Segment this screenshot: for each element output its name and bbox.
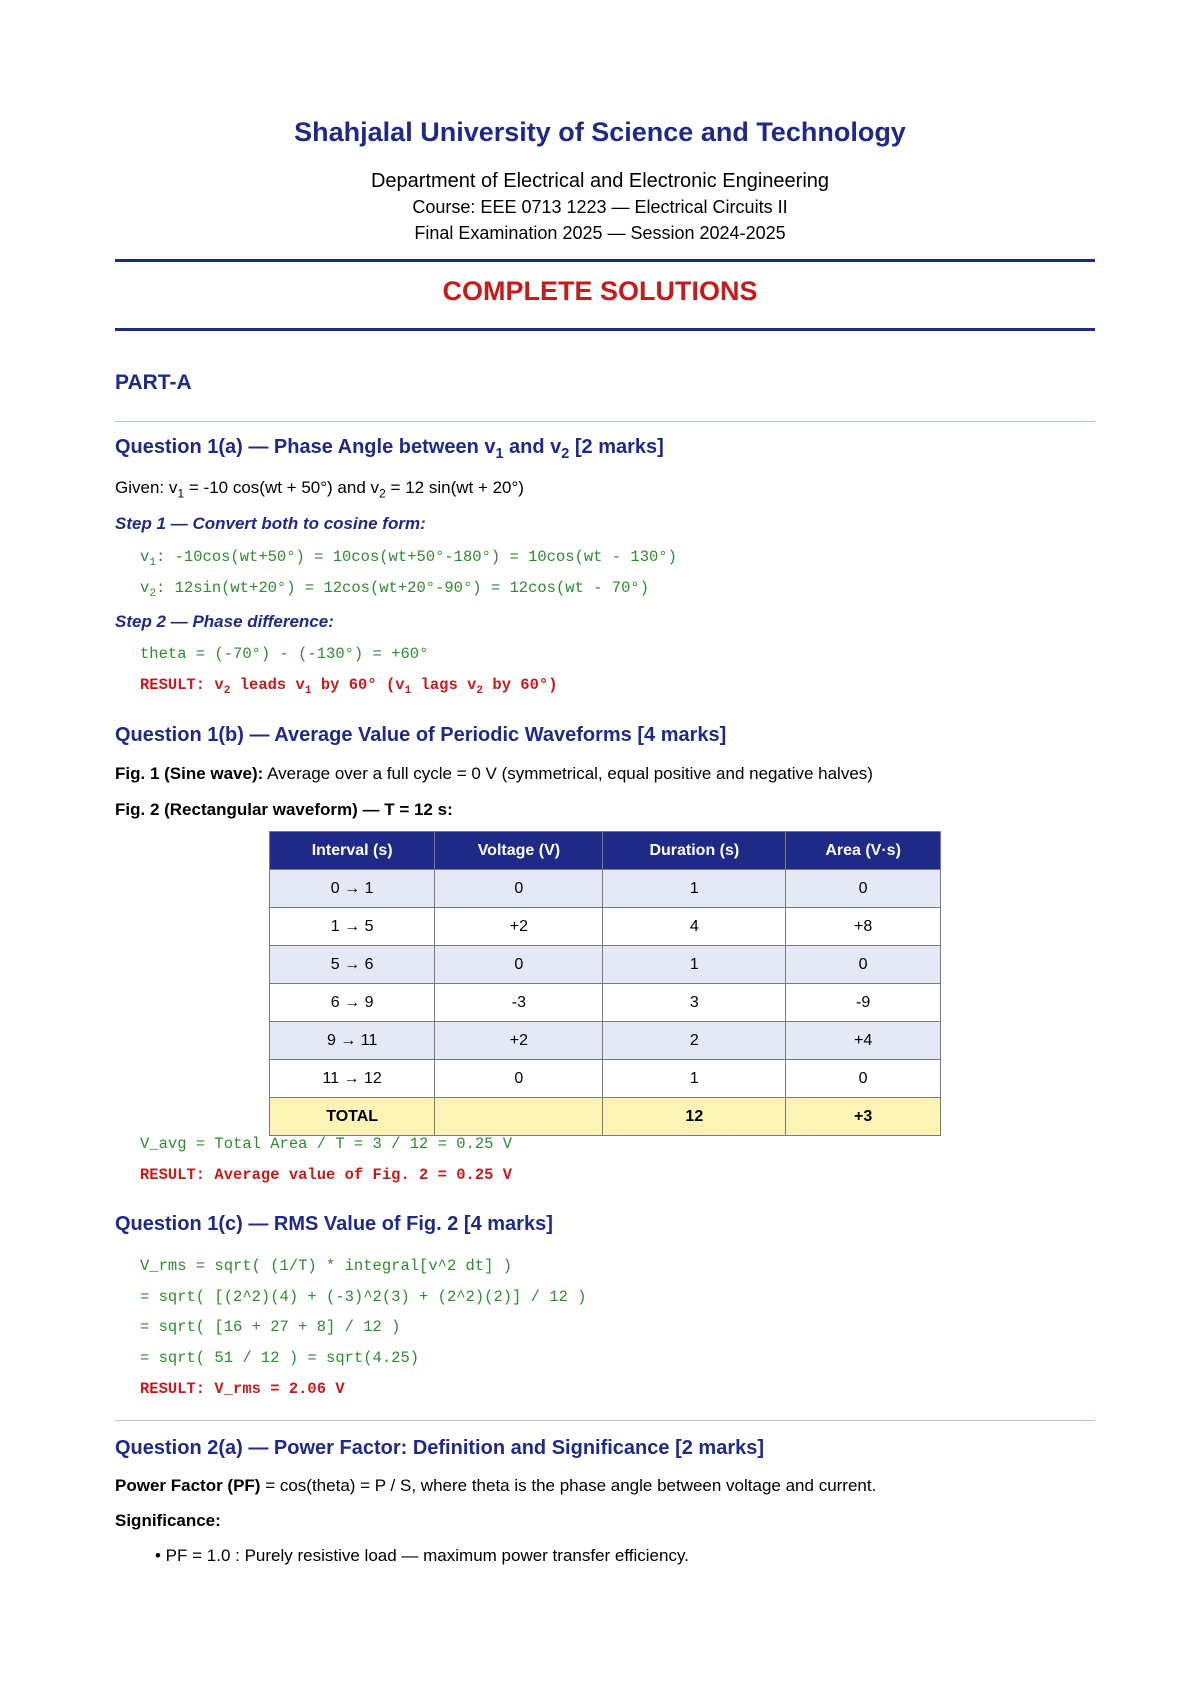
table-cell: 0 bbox=[435, 870, 603, 908]
table-cell: -9 bbox=[786, 984, 941, 1022]
document-title: COMPLETE SOLUTIONS bbox=[442, 276, 758, 306]
course-line: Course: EEE 0713 1223 — Electrical Circuits II bbox=[412, 197, 788, 217]
table-cell: 1 bbox=[603, 870, 786, 908]
table-cell: -3 bbox=[435, 984, 603, 1022]
table-cell: 1 bbox=[603, 946, 786, 984]
table-cell: 0 bbox=[786, 1060, 941, 1098]
fig2-heading: Fig. 2 (Rectangular waveform) — T = 12 s: bbox=[115, 800, 453, 819]
table-cell: 1 → 5 bbox=[270, 908, 435, 946]
table-cell: 0 bbox=[435, 1060, 603, 1098]
interval-table bbox=[269, 831, 941, 1136]
list-item: • PF = 1.0 : Purely resistive load — maximum power transfer efficiency. bbox=[155, 1546, 689, 1565]
table-cell: +8 bbox=[786, 908, 941, 946]
power-factor-definition: Power Factor (PF) = cos(theta) = P / S, where theta is the phase angle between voltage and current. bbox=[115, 1476, 877, 1495]
table-cell: 0 bbox=[435, 946, 603, 984]
table-row bbox=[270, 1022, 941, 1060]
table-row bbox=[270, 946, 941, 984]
question-1a-result: RESULT: $v_2$ leads $v_1$ by 60° ($v_1$ lags $v_2$ by 60°) bbox=[140, 676, 558, 697]
table-total-row bbox=[270, 1098, 941, 1136]
question-2a-heading: Question 2(a) — Power Factor: Definition and Significance [2 marks] bbox=[115, 1437, 765, 1459]
table-cell: +2 bbox=[435, 908, 603, 946]
column-header: Interval (s) bbox=[270, 832, 435, 870]
v1-conversion: $v_1$: -10cos(wt+50°) = 10cos(wt+50°-180°) = 10cos(wt - 130°) bbox=[140, 548, 677, 569]
table-cell: 1 bbox=[603, 1060, 786, 1098]
fig1-description: Fig. 1 (Sine wave): Average over a full cycle = 0 V (symmetrical, equal positive and negative halves) bbox=[115, 764, 873, 783]
table-cell: 2 bbox=[603, 1022, 786, 1060]
table-cell: 11 → 12 bbox=[270, 1060, 435, 1098]
theta-calculation: theta = (-70°) - (-130°) = +60° bbox=[140, 645, 429, 663]
table-cell: 3 bbox=[603, 984, 786, 1022]
vavg-calculation: V_avg = Total Area / T = 3 / 12 = 0.25 V bbox=[140, 1135, 513, 1153]
header-divider-bottom bbox=[115, 328, 1095, 331]
question-1a-heading: Question 1(a) — Phase Angle between $v_1$ and $v_2$ [2 marks] bbox=[115, 436, 664, 463]
question-1c-result: RESULT: V_rms = 2.06 V bbox=[140, 1380, 345, 1398]
table-cell: +4 bbox=[786, 1022, 941, 1060]
section-divider bbox=[115, 1420, 1095, 1421]
question-1b-heading: Question 1(b) — Average Value of Periodic Waveforms [4 marks] bbox=[115, 724, 727, 746]
part-a-heading: PART-A bbox=[115, 371, 192, 394]
header-divider-top bbox=[115, 259, 1095, 262]
table-row bbox=[270, 984, 941, 1022]
table-row bbox=[270, 1060, 941, 1098]
column-header: Area (V·s) bbox=[786, 832, 941, 870]
section-divider bbox=[115, 421, 1095, 422]
table-cell bbox=[435, 1098, 603, 1136]
table-header-row bbox=[270, 832, 941, 870]
department-name: Department of Electrical and Electronic Engineering bbox=[370, 170, 830, 192]
table-cell: +2 bbox=[435, 1022, 603, 1060]
rms-line: = sqrt( [16 + 27 + 8] / 12 ) bbox=[140, 1318, 401, 1336]
rms-line: V_rms = sqrt( (1/T) * integral[v^2 dt] ) bbox=[140, 1257, 513, 1275]
table-cell: 5 → 6 bbox=[270, 946, 435, 984]
rms-line: = sqrt( [(2^2)(4) + (-3)^2(3) + (2^2)(2)] / 12 ) bbox=[140, 1288, 587, 1306]
exam-line: Final Examination 2025 — Session 2024-2025 bbox=[414, 223, 786, 243]
table-cell: 0 bbox=[786, 946, 941, 984]
step-1-label: Step 1 — Convert both to cosine form: bbox=[115, 514, 426, 533]
table-row bbox=[270, 908, 941, 946]
question-1a-given: Given: $v_1 = -10$ cos(wt + 50°) and $v_2 = 12$ sin(wt + 20°) bbox=[115, 478, 524, 501]
table-cell: +3 bbox=[786, 1098, 941, 1136]
significance-label: Significance: bbox=[115, 1511, 221, 1530]
table-cell: 4 bbox=[603, 908, 786, 946]
bullet-icon: • bbox=[155, 1546, 161, 1565]
column-header: Voltage (V) bbox=[435, 832, 603, 870]
rms-line: = sqrt( 51 / 12 ) = sqrt(4.25) bbox=[140, 1349, 420, 1367]
table-cell: 9 → 11 bbox=[270, 1022, 435, 1060]
table-row bbox=[270, 870, 941, 908]
question-1c-heading: Question 1(c) — RMS Value of Fig. 2 [4 marks] bbox=[115, 1213, 553, 1235]
table-cell: TOTAL bbox=[270, 1098, 435, 1136]
v2-conversion: $v_2$: 12sin(wt+20°) = 12cos(wt+20°-90°) = 12cos(wt - 70°) bbox=[140, 579, 649, 600]
step-2-label: Step 2 — Phase difference: bbox=[115, 612, 334, 631]
table-cell: 0 → 1 bbox=[270, 870, 435, 908]
university-name: Shahjalal University of Science and Technology bbox=[294, 117, 906, 147]
table-cell: 6 → 9 bbox=[270, 984, 435, 1022]
question-1b-result: RESULT: Average value of Fig. 2 = 0.25 V bbox=[140, 1166, 513, 1184]
table-cell: 0 bbox=[786, 870, 941, 908]
table-cell: 12 bbox=[603, 1098, 786, 1136]
column-header: Duration (s) bbox=[603, 832, 786, 870]
